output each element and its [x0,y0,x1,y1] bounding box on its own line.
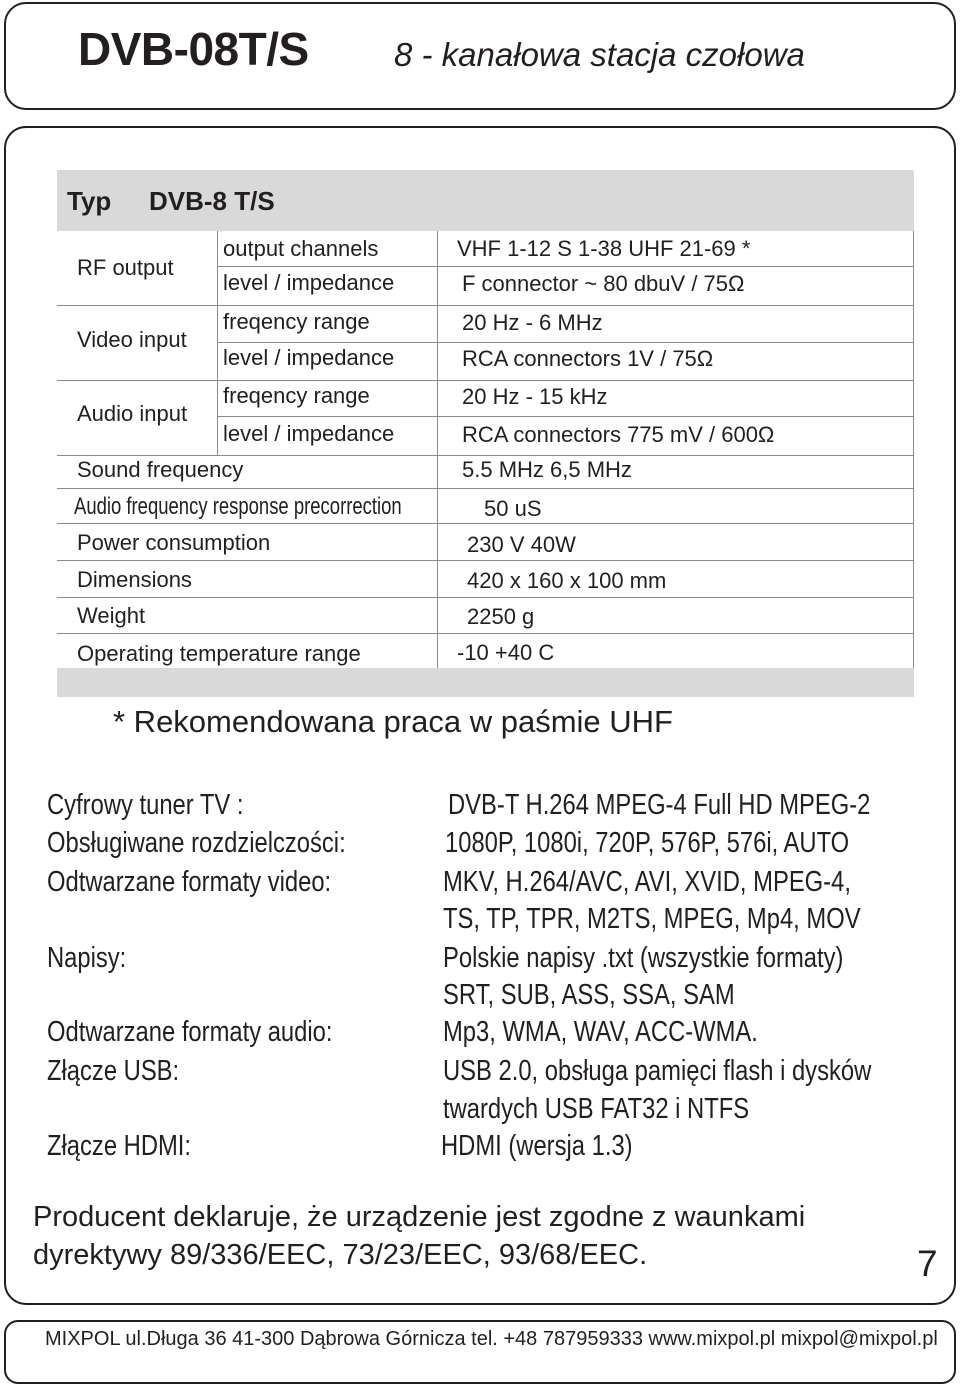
model-subtitle: 8 - kanałowa stacja czołowa [394,36,805,73]
footer-contact: MIXPOL ul.Długa 36 41-300 Dąbrowa Górnicza tel. +48 787959333 www.mixpol.pl mixpol@mixpol.pl [45,1328,938,1350]
power-label: Power consumption [77,530,271,555]
feature-value: USB 2.0, obsługa pamięci flash i dysków [443,1055,872,1087]
grid-line [57,455,914,456]
grid-line [217,416,914,417]
grid-line [217,342,914,343]
feature-value: SRT, SUB, ASS, SSA, SAM [443,979,735,1011]
feature-value: 1080P, 1080i, 720P, 576P, 576i, AUTO [445,827,850,859]
grid-line [57,380,914,381]
param-label: freqency range [223,383,370,408]
param-label: level / impedance [223,421,395,446]
feature-label: Cyfrowy tuner TV : [47,789,244,821]
feature-value: TS, TP, TPR, M2TS, MPEG, Mp4, MOV [443,903,861,935]
feature-label: Złącze HDMI: [47,1130,192,1162]
grid-line [217,381,218,455]
param-value: 20 Hz - 6 MHz [462,310,603,335]
param-value: RCA connectors 775 mV / 600Ω [462,422,775,447]
param-value: F connector ~ 80 dbuV / 75Ω [462,271,745,296]
param-label: level / impedance [223,270,395,295]
feature-label: Obsługiwane rozdzielczości: [47,827,346,859]
audio-input-label: Audio input [77,401,188,426]
grid-line [57,523,914,524]
conformity-declaration: Producent deklaruje, że urządzenie jest zgodne z waunkami dyrektywy 89/336/EEC, 73/23/EEC, 93/68/EEC. [33,1201,806,1271]
feature-label: Odtwarzane formaty audio: [47,1016,333,1048]
sound-frequency-value: 5.5 MHz 6,5 MHz [462,457,632,482]
grid-line [217,231,218,305]
type-label: Typ [67,186,112,216]
temperature-label: Operating temperature range [77,641,361,666]
sound-frequency-label: Sound frequency [77,457,244,482]
grid-line [57,488,914,489]
feature-value: HDMI (wersja 1.3) [441,1130,633,1162]
feature-value: twardych USB FAT32 i NTFS [443,1093,750,1125]
spec-table [57,170,914,697]
precorrection-label: Audio frequency response precorrection [74,493,402,520]
feature-value: Mp3, WMA, WAV, ACC-WMA. [443,1016,758,1048]
spec-footer-band [57,668,914,697]
type-value: DVB-8 T/S [149,186,275,216]
weight-value: 2250 g [467,604,535,629]
grid-line [57,633,914,634]
param-value: 20 Hz - 15 kHz [462,384,608,409]
feature-label: Odtwarzane formaty video: [47,866,332,898]
param-label: freqency range [223,309,370,334]
grid-line [217,266,914,267]
param-label: output channels [223,236,379,261]
grid-line [913,231,914,668]
grid-line [217,306,218,380]
grid-line [57,560,914,561]
grid-line [57,305,914,306]
feature-value: DVB-T H.264 MPEG-4 Full HD MPEG-2 [448,789,871,821]
param-label: level / impedance [223,345,395,370]
feature-label: Napisy: [47,942,127,974]
uhf-note: * Rekomendowana praca w paśmie UHF [113,704,673,739]
dimensions-label: Dimensions [77,567,192,592]
param-value: VHF 1-12 S 1-38 UHF 21-69 * [457,236,751,261]
dimensions-value: 420 x 160 x 100 mm [467,568,667,593]
feature-value: MKV, H.264/AVC, AVI, XVID, MPEG-4, [443,866,851,898]
rf-output-label: RF output [77,255,174,280]
model-title: DVB-08T/S [78,23,309,75]
grid-line [57,597,914,598]
feature-label: Złącze USB: [47,1055,180,1087]
weight-label: Weight [77,603,146,628]
feature-value: Polskie napisy .txt (wszystkie formaty) [443,942,844,974]
grid-line [437,231,438,668]
page-number: 7 [917,1243,938,1284]
precorrection-value: 50 uS [484,496,542,521]
param-value: RCA connectors 1V / 75Ω [462,346,714,371]
video-input-label: Video input [77,327,187,352]
power-value: 230 V 40W [467,532,576,557]
temperature-value: -10 +40 C [457,640,555,665]
